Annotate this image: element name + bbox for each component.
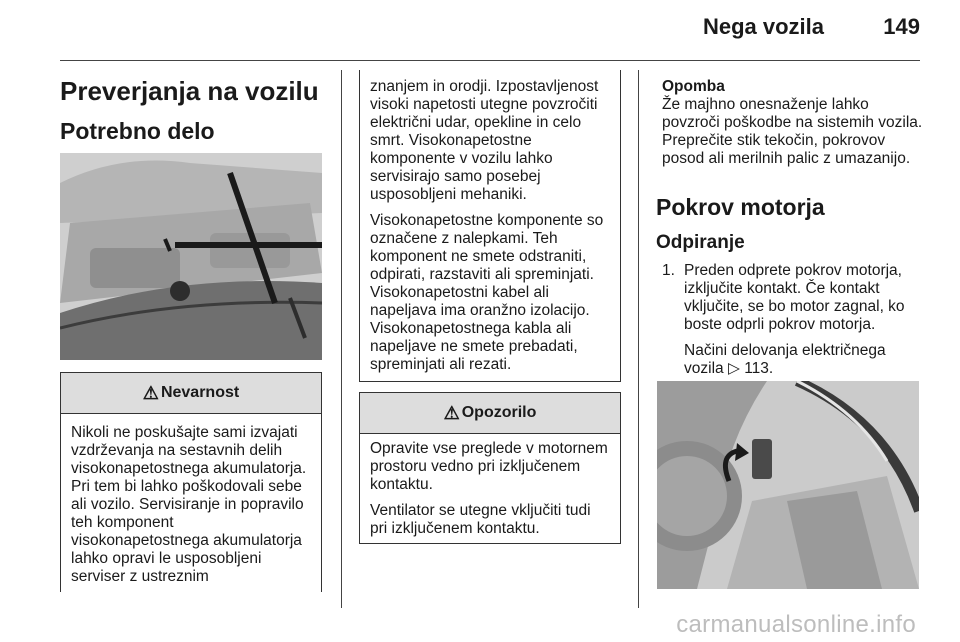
step-1-text: Preden odprete pokrov motorja, izključite kontakt. Če kontakt vključite, se bo motor zagnal, ko boste odprli pokrov motorja. xyxy=(684,262,905,333)
danger-box-continued xyxy=(359,70,621,382)
reference-text: Načini delovanja električnega vozila xyxy=(684,342,886,377)
caution-header xyxy=(360,393,620,434)
danger-text: Nikoli ne poskušajte sami izvajati vzdrževanja na sestavnih delih visokonapetostnega akumulatorja. Pri tem bi lahko poškodovali sebe ali vozilo. Servisiranje in popravilo teh komponent visokonapetostnega akumulatorja lahko opravi le usposobljeni serviser z ustreznim xyxy=(71,424,307,585)
step-1-reference xyxy=(684,342,918,378)
caution-box xyxy=(359,392,621,544)
subsection-title-opening: Odpiranje xyxy=(656,232,745,253)
warning-triangle-icon: ⚠ xyxy=(142,382,159,403)
watermark: carmanualsonline.info xyxy=(676,611,916,638)
section-title: Potrebno delo xyxy=(60,118,215,144)
page-number: 149 xyxy=(883,14,920,39)
page-reference-arrow-icon: ▷ xyxy=(727,360,740,377)
danger-header xyxy=(61,373,321,414)
step-1 xyxy=(662,262,918,378)
section-title-hood: Pokrov motorja xyxy=(656,194,825,220)
danger-continued-text-2: Visokonapetostne komponente so označene z nalepkami. Teh komponent ne smete odstraniti, odpirati, razstaviti ali spreminjati. Visokonapetostni kabel ali napeljava ima oranžno izolacijo. Visokonapetostnega kabla ali napeljave ne smete prebadati, spreminjati ali rezati. xyxy=(370,212,604,373)
hood-release-image xyxy=(657,381,919,589)
step-number: 1. xyxy=(662,262,675,279)
note-text: Že majhno onesnaženje lahko povzroči poškodbe na sistemih vozila. Preprečite stik tekočin, pokrovov posod ali merilnih palic z umazanijo. xyxy=(662,96,923,167)
danger-continued-text-1: znanjem in orodji. Izpostavljenost visoki napetosti utegne povzročiti električni udar, opekline in celo smrt. Visokonapetostne komponente v vozilu lahko servisirajo samo posebej usposobljeni mehaniki. xyxy=(370,78,599,203)
page-title: Preverjanja na vozilu xyxy=(60,76,319,106)
engine-compartment-image xyxy=(60,153,322,360)
header-rule xyxy=(60,60,920,61)
note-block xyxy=(662,78,924,168)
caution-text-2: Ventilator se utegne vključiti tudi pri izključenem kontaktu. xyxy=(370,502,591,537)
caution-label: Opozorilo xyxy=(461,404,537,421)
note-title: Opomba xyxy=(662,78,725,95)
engine-illustration xyxy=(60,153,322,360)
caution-text-1: Opravite vse preglede v motornem prostoru vedno pri izključenem kontaktu. xyxy=(370,440,608,493)
reference-page: 113. xyxy=(744,360,774,377)
hood-release-illustration xyxy=(657,381,919,589)
danger-label: Nevarnost xyxy=(160,384,240,401)
running-header-title: Nega vozila xyxy=(702,14,824,39)
danger-box xyxy=(60,372,322,592)
column-divider xyxy=(638,70,639,608)
warning-triangle-icon: ⚠ xyxy=(443,402,460,423)
column-divider xyxy=(341,70,342,608)
